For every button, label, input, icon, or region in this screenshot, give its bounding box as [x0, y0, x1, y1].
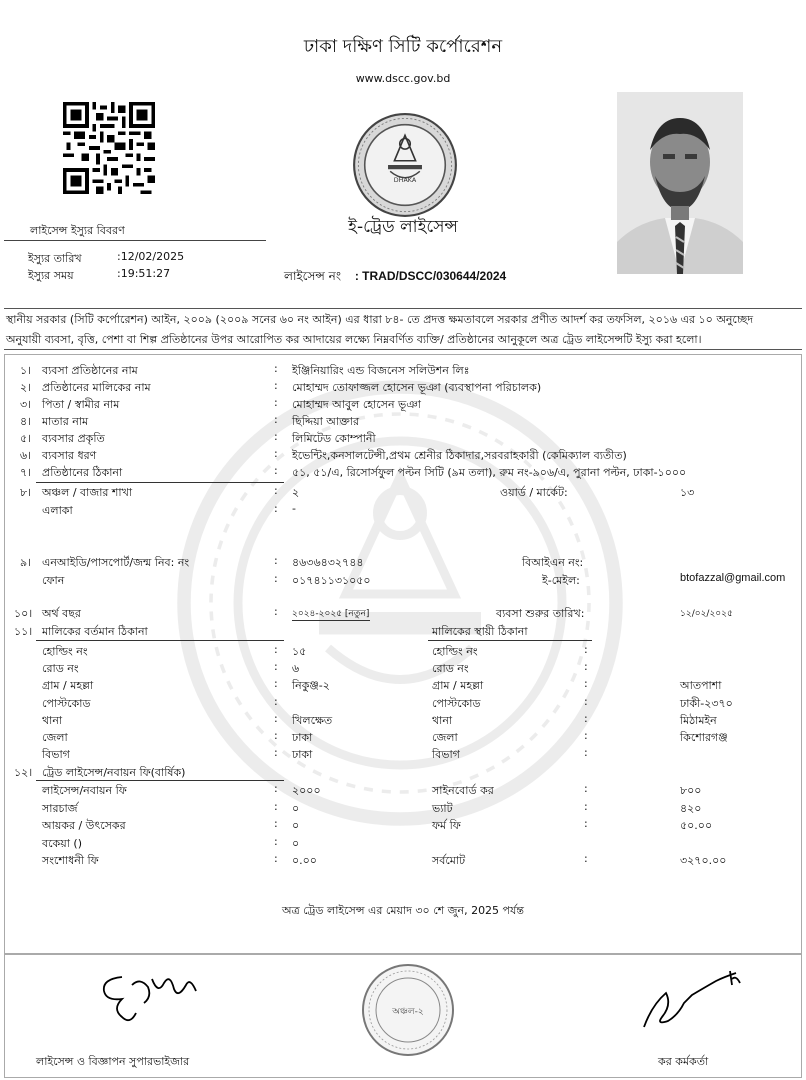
detail-label-4: মাতার নাম	[42, 415, 89, 428]
detail-label-6: ব্যবসার ধরণ	[42, 449, 97, 462]
colon: :	[584, 643, 588, 656]
colon: :	[274, 605, 278, 618]
colon: :	[274, 413, 278, 426]
supervisor-signature-label: লাইসেন্স ও বিজ্ঞাপন সুপারভাইজার	[36, 1055, 190, 1068]
divider	[428, 640, 592, 641]
seal-text: DHAKA	[393, 176, 417, 184]
detail-value-6: ইভেন্টিং,কনসালটেন্সী,প্রথম শ্রেনীর ঠিকাদার,সরবরাহকারী (কেমিক্যাল ব্যতীত)	[292, 449, 627, 462]
fee-label: সারচার্জ	[42, 802, 78, 815]
email-label: ই-মেইল:	[542, 574, 580, 587]
permanent-address-label: বিভাগ	[432, 748, 460, 761]
fee-value: ০	[292, 819, 300, 832]
area-sub-label: এলাকা	[42, 504, 73, 517]
qr-code-icon	[63, 102, 155, 194]
fees-num: ১২।	[14, 766, 33, 779]
stamp-text: অঞ্চল-২	[392, 1007, 424, 1017]
colon: :	[274, 729, 278, 742]
tax-officer-signature-label: কর কর্মকর্তা	[658, 1055, 709, 1068]
fee-value-right: ৪২০	[680, 802, 702, 815]
fee-value: ০.০০	[292, 854, 317, 867]
fees-heading: ট্রেড লাইসেন্স/নবায়ন ফি(বার্ষিক)	[42, 766, 186, 779]
fee-label: সংশোধনী ফি	[42, 854, 99, 867]
present-address-value: ঢাকা	[292, 731, 313, 744]
colon: :	[584, 729, 588, 742]
fee-label: লাইসেন্স/নবায়ন ফি	[42, 784, 127, 797]
nid-num: ৯।	[20, 556, 32, 569]
ward-value: ১৩	[680, 486, 695, 499]
issue-details-heading: লাইসেন্স ইস্যুর বিবরণ	[30, 224, 125, 237]
office-stamp-icon	[360, 962, 456, 1058]
email-value: btofazzal@gmail.com	[680, 572, 786, 584]
present-address-label: গ্রাম / মহল্লা	[42, 679, 94, 692]
permanent-address-value: কিশোরগঞ্জ	[680, 731, 728, 744]
fee-label-right: ভ্যাট	[432, 802, 453, 815]
colon: :	[274, 379, 278, 392]
divider	[292, 620, 370, 621]
colon: :	[274, 447, 278, 460]
org-name: ঢাকা দক্ষিণ সিটি কর্পোরেশন	[303, 36, 503, 57]
fee-value: ০	[292, 837, 300, 850]
fiscal-num: ১০।	[14, 607, 33, 620]
colon: :	[274, 396, 278, 409]
area-label: অঞ্চল / বাজার শাখা	[42, 486, 133, 499]
permanent-address-label: হোল্ডিং নং	[432, 645, 478, 658]
present-address-value: নিকুঞ্জ-২	[292, 679, 330, 692]
area-num: ৮।	[20, 486, 32, 499]
detail-label-2: প্রতিষ্ঠানের মালিকের নাম	[42, 381, 151, 394]
present-address-value: ১৫	[292, 645, 307, 658]
permanent-address-value: ঢাকী-২৩৭০	[680, 697, 733, 710]
nid-label: এনআইডি/পাসপোর্ট/জন্ম নিব: নং	[42, 556, 190, 569]
colon: :	[274, 746, 278, 759]
watermark-seal-icon	[175, 378, 625, 828]
fee-value: ২০০০	[292, 784, 321, 797]
detail-num-3: ৩।	[20, 398, 32, 411]
fee-label: আয়কর / উৎসেকর	[42, 819, 126, 832]
colon: :	[584, 660, 588, 673]
nid-value: ৪৬৩৬৪৩২৭৪৪	[292, 556, 364, 569]
present-address-value: ঢাকা	[292, 748, 313, 761]
address-num: ১১।	[14, 625, 33, 638]
intro-line-1: স্থানীয় সরকার (সিটি কর্পোরেশন) আইন, ২০০৯ (২০০৯ সনের ৬০ নং আইন) এর ধারা ৮৪- তে প্রদত্ত ক্ষমতাবলে সরকার প্রণীত আদর্শ কর তফসিল, ২০১৬ এর ১০ অনুচ্ছেদ	[6, 313, 754, 326]
divider	[36, 780, 284, 781]
permanent-address-label: জেলা	[432, 731, 458, 744]
detail-value-7: ৫১, ৫১/এ, রিসোর্সফুল পল্টন সিটি (৯ম তলা), রুম নং-৯০৬/এ, পুরানা পল্টন, ঢাকা-১০০০	[292, 466, 687, 479]
detail-value-4: ছিদ্দিয়া আক্তার	[292, 415, 360, 428]
colon: :	[274, 712, 278, 725]
permanent-address-label: থানা	[432, 714, 453, 727]
intro-line-2: অনুযায়ী ব্যবসা, বৃত্তি, পেশা বা শিল্প প্রতিষ্ঠানের উপর আরোপিত কর আদায়ের লক্ষ্যে নিম্নবর্ণিত ব্যক্তি/ প্রতিষ্ঠানের আনুকূলে অত্র ট্রেড লাইসেন্সটি ইস্যু করা হলো।	[6, 333, 702, 346]
colon: :	[584, 695, 588, 708]
present-address-label: পোস্টকোড	[42, 697, 91, 710]
detail-num-6: ৬।	[20, 449, 32, 462]
business-start-label: ব্যবসা শুরুর তারিখ:	[496, 607, 585, 620]
fee-value-right: ৩২৭০.০০	[680, 854, 727, 867]
present-address-label: হোল্ডিং নং	[42, 645, 88, 658]
detail-num-7: ৭।	[20, 466, 32, 479]
colon: :	[274, 835, 278, 848]
colon: :	[274, 817, 278, 830]
permanent-address-label: গ্রাম / মহল্লা	[432, 679, 484, 692]
page-title: ই-ট্রেড লাইসেন্স	[348, 217, 458, 237]
permanent-address-value: আতপাশা	[680, 679, 722, 692]
license-number-value: : TRAD/DSCC/030644/2024	[354, 269, 507, 283]
city-corporation-seal-icon	[352, 112, 458, 218]
colon: :	[584, 712, 588, 725]
present-address-label: বিভাগ	[42, 748, 70, 761]
license-number	[284, 268, 506, 288]
detail-label-1: ব্যবসা প্রতিষ্ঠানের নাম	[42, 364, 138, 377]
fee-value: ০	[292, 802, 300, 815]
fee-label-right: সর্বমোট	[432, 854, 466, 867]
colon: :	[274, 484, 278, 497]
present-address-label: রোড নং	[42, 662, 79, 675]
colon: :	[274, 800, 278, 813]
detail-label-3: পিতা / স্বামীর নাম	[42, 398, 120, 411]
colon: :	[274, 782, 278, 795]
colon: :	[274, 572, 278, 585]
owner-photo	[617, 92, 743, 274]
fiscal-value: ২০২৪-২০২৫ [নতুন]	[292, 609, 370, 619]
validity-text: অত্র ট্রেড লাইসেন্স এর মেয়াদ ৩০ শে জুন, 2025 পর্যন্ত	[282, 904, 524, 917]
present-address-value: খিলক্ষেত	[292, 714, 333, 727]
colon: :	[584, 746, 588, 759]
colon: :	[274, 852, 278, 865]
present-address-value: ৬	[292, 662, 300, 675]
colon: :	[584, 782, 588, 795]
bin-label: বিআইএন নং:	[522, 556, 584, 569]
fee-label-right: ফর্ম ফি	[432, 819, 461, 832]
ward-label: ওয়ার্ড / মার্কেট:	[500, 486, 568, 499]
fee-label: বকেয়া ()	[42, 837, 82, 850]
detail-num-5: ৫।	[20, 432, 32, 445]
detail-value-2: মোহাম্মদ তোফাজ্জল হোসেন ভূঞা (ব্যবস্থাপনা পরিচালক)	[292, 381, 542, 394]
detail-num-2: ২।	[20, 381, 32, 394]
colon: :	[274, 677, 278, 690]
detail-num-4: ৪।	[20, 415, 32, 428]
colon: :	[274, 554, 278, 567]
license-number-label: লাইসেন্স নং	[284, 269, 341, 283]
colon: :	[584, 817, 588, 830]
fee-value-right: ৮০০	[680, 784, 702, 797]
permanent-address-heading: মালিকের স্থায়ী ঠিকানা	[432, 625, 528, 638]
permanent-address-label: রোড নং	[432, 662, 469, 675]
colon: :	[274, 660, 278, 673]
colon: :	[584, 800, 588, 813]
supervisor-signature-icon	[92, 965, 202, 1035]
tax-officer-signature-icon	[632, 965, 752, 1037]
detail-label-7: প্রতিষ্ঠানের ঠিকানা	[42, 466, 123, 479]
issue-date-label: ইস্যুর তারিখ	[28, 252, 82, 265]
colon: :	[274, 502, 278, 515]
permanent-address-value: মিঠামইন	[680, 714, 717, 727]
colon: :	[274, 362, 278, 375]
colon: :	[274, 464, 278, 477]
issue-time-value: :19:51:27	[117, 267, 171, 280]
present-address-label: থানা	[42, 714, 63, 727]
issue-time-label: ইস্যুর সময়	[28, 269, 74, 282]
detail-label-5: ব্যবসার প্রকৃতি	[42, 432, 105, 445]
business-start-value: ১২/০২/২০২৫	[680, 609, 733, 619]
colon: :	[274, 695, 278, 708]
colon: :	[584, 677, 588, 690]
area-value: ২	[292, 486, 300, 499]
detail-value-3: মোহাম্মদ আবুল হোসেন ভূঞা	[292, 398, 422, 411]
detail-value-5: লিমিটেড কোম্পানী	[292, 432, 376, 445]
owner-photo-icon	[617, 92, 743, 274]
intro-paragraph	[4, 308, 802, 350]
divider	[36, 482, 284, 483]
fee-value-right: ৫০.০০	[680, 819, 713, 832]
website: www.dscc.gov.bd	[355, 72, 451, 85]
phone-label: ফোন	[42, 574, 65, 587]
colon: :	[274, 430, 278, 443]
detail-num-1: ১।	[20, 364, 32, 377]
colon: :	[584, 852, 588, 865]
colon: :	[274, 643, 278, 656]
permanent-address-label: পোস্টকোড	[432, 697, 481, 710]
area-sub-value: -	[292, 502, 296, 515]
phone-value: ০১৭৪১১৩১০৫০	[292, 574, 371, 587]
fee-label-right: সাইনবোর্ড কর	[432, 784, 494, 797]
divider	[36, 640, 284, 641]
present-address-label: জেলা	[42, 731, 68, 744]
fiscal-label: অর্থ বছর	[42, 607, 81, 620]
office-stamp	[360, 962, 456, 1058]
present-address-heading: মালিকের বর্তমান ঠিকানা	[42, 625, 148, 638]
issue-date-value: :12/02/2025	[117, 250, 185, 263]
detail-value-1: ইঞ্জিনিয়ারিং এন্ড বিজনেস সলিউশন লিঃ	[292, 364, 470, 377]
